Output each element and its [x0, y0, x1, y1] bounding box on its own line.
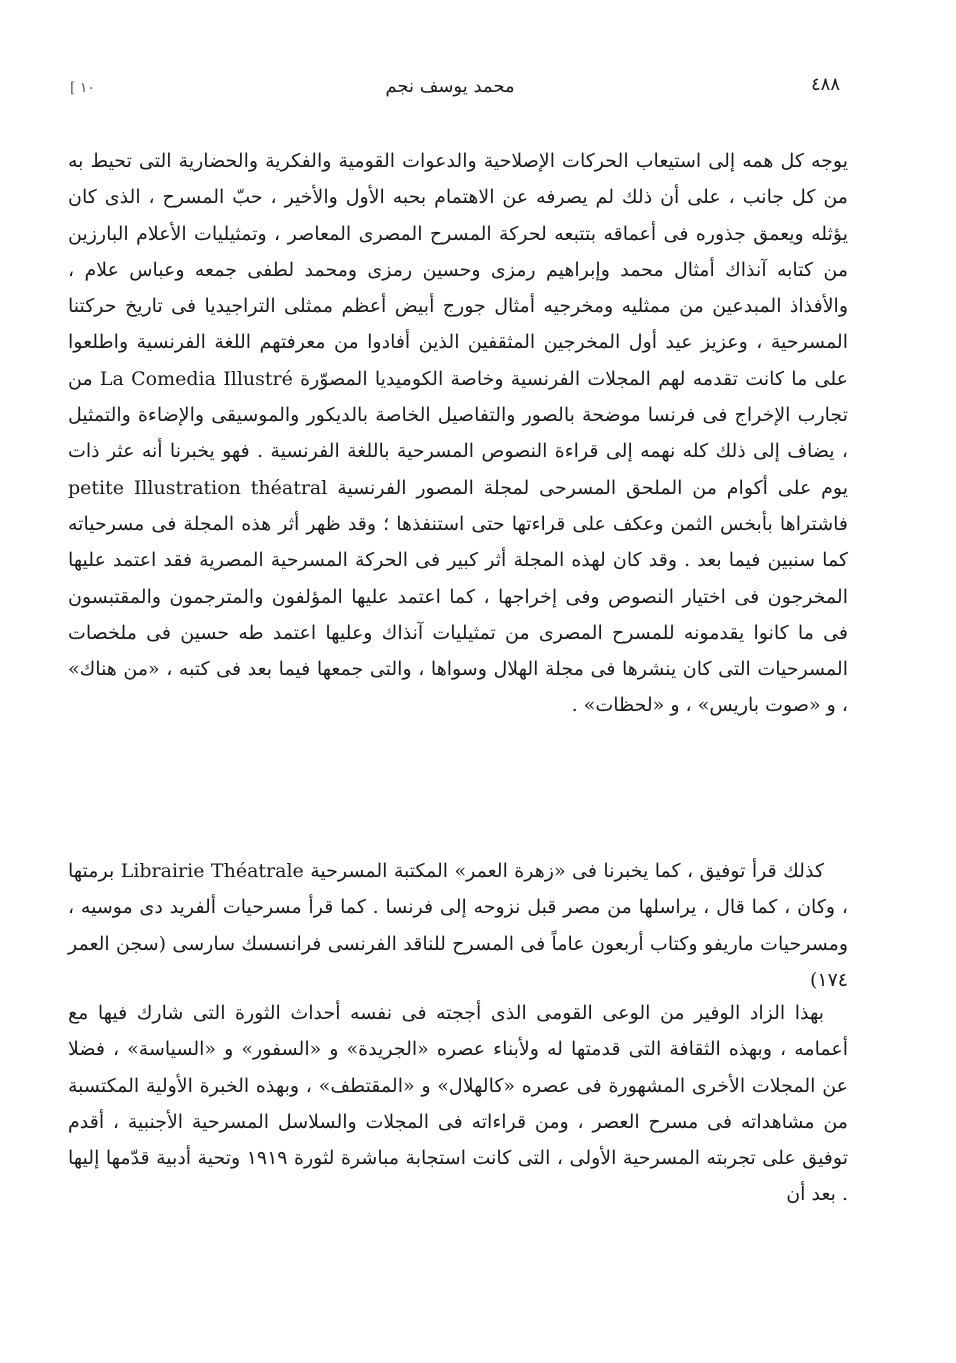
paragraph-2: كذلك قرأ توفيق ، كما يخبرنا فى «زهرة العمر» المكتبة المسرحية Librairie Théatrale برمتها ، وكان ، كما قال ، يراسلها من مصر قبل نزوحه إلى فرنسا . كما قرأ مسرحيات ألفريد دى موسيه ، ومسرحيات ماريفو وكتاب أربعون عاماً فى المسرح للناقد الفرنسى فرانسسك سارسى (سجن العمر ١٧٤) [68, 860, 848, 991]
paragraph-1: يوجه كل همه إلى استيعاب الحركات الإصلاحية والدعوات القومية والفكرية والحضارية التى تحيط به من كل جانب ، على أن ذلك لم يصرفه عن الاهتمام بحبه الأول والأخير ، حبّ المسرح ، الذى كان يؤثله ويعمق جذوره فى أعماقه بتتبعه لحركة المسرح المصرى المعاصر ، وتمثيليات الأعلام البارزين من كتابه آنذاك أمثال محمد وإبراهيم رمزى وحسين رمزى ومحمد لطفى جمعه وعباس علام ، والأفذاذ المبدعين من ممثليه ومخرجيه أمثال جورج أبيض أعظم ممثلى التراجيديا فى تاريخ حركتنا المسرحية ، وعزيز عيد أول المخرجين المثقفين الذين أفادوا من معرفتهم اللغة الفرنسية واطلعوا على ما كانت تقدمه لهم المجلات الفرنسية وخاصة الكوميديا المصوّرة La Comedia Illustré من تجارب الإخراج فى فرنسا موضحة بالصور والتفاصيل الخاصة بالديكور والموسيقى والإضاءة والتمثيل ، يضاف إلى ذلك كله نهمه إلى قراءة النصوص المسرحية باللغة الفرنسية . فهو يخبرنا أنه عثر ذات يوم على أكوام من الملحق المسرحى لمجلة المصور الفرنسية petite Illustration théatral فاشتراها بأبخس الثمن وعكف على قراءتها حتى استنفذها ؛ وقد ظهر أثر هذه المجلة فى مسرحياته كما سنبين فيما بعد . وقد كان لهذه المجلة أثر كبير فى الحركة المسرحية المصرية فقد اعتمد عليها المخرجون فى اختيار النصوص وفى إخراجها ، كما اعتمد عليها المؤلفون والمترجمون والمقتبسون فى ما كانوا يقدمونه للمسرح المصرى من تمثيليات آنذاك وعليها اعتمد طه حسين فى ملخصات المسرحيات التى كان ينشرها فى مجلة الهلال وسواها ، والتى جمعها فيما بعد فى كتبه ، «من هناك» ، و «صوت باريس» ، و «لحظات» . [68, 150, 848, 717]
paragraph-3: بهذا الزاد الوفير من الوعى القومى الذى أججته فى نفسه أحداث الثورة التى شارك فيها مع أعمامه ، وبهذه الثقافة التى قدمتها له ولأبناء عصره «الجريدة» و «السفور» و «السياسة» ، فضلا عن المجلات الأخرى المشهورة فى عصره «كالهلال» و «المقتطف» ، وبهذه الخبرة الأولية المكتسبة من مشاهداته فى مسرح العصر ، ومن قراءاته فى المجلات والسلاسل المسرحية الأجنبية ، أقدم توفيق على تجربته المسرحية الأولى ، التى كانت استجابة مباشرة لثورة ١٩١٩ وتحية أدبية قدّمها إليها . بعد أن [68, 1002, 848, 1206]
page-number: ٤٨٨ [810, 74, 840, 95]
page-header [60, 74, 840, 104]
running-title: محمد يوسف نجم [385, 76, 515, 97]
header-side-mark: [ ١٠ [70, 80, 95, 96]
